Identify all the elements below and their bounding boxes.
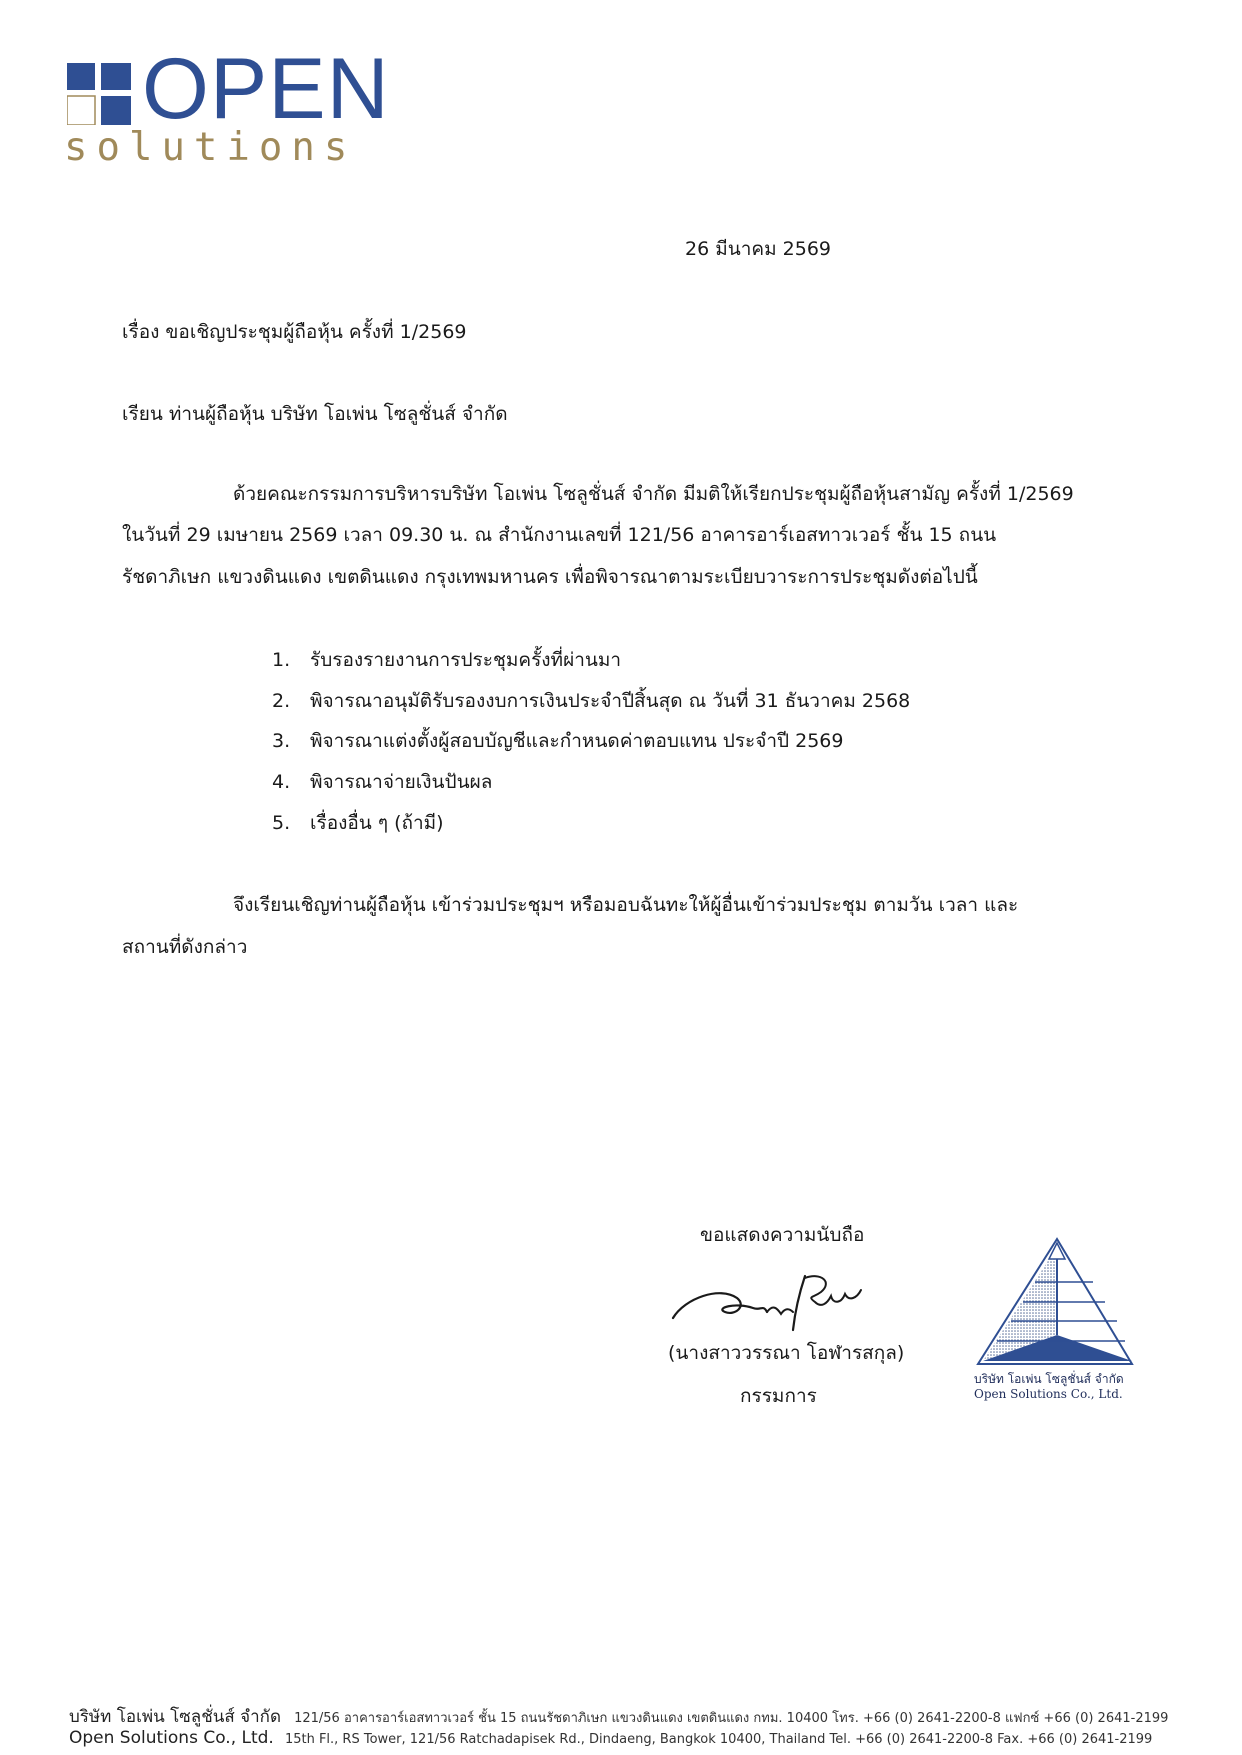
seal-label-thai: บริษัท โอเพ่น โซลูชั่นส์ จำกัด xyxy=(974,1372,1124,1386)
closing-line-2: สถานที่ดังกล่าว xyxy=(122,936,248,958)
logo-wordmark: OPEN xyxy=(142,41,390,137)
footer-thai xyxy=(69,1703,1168,1730)
agenda-text: พิจารณาอนุมัติรับรองงบการเงินประจำปีสิ้นสุด ณ วันที่ 31 ธันวาคม 2568 xyxy=(310,690,911,712)
footer-company-english: Open Solutions Co., Ltd. xyxy=(69,1728,274,1748)
agenda-number: 2. xyxy=(272,690,291,712)
seal-label-english: Open Solutions Co., Ltd. xyxy=(974,1387,1123,1401)
agenda-text: พิจารณาจ่ายเงินปันผล xyxy=(310,771,493,793)
body-line-3: รัชดาภิเษก แขวงดินแดง เขตดินแดง กรุงเทพมหานคร เพื่อพิจารณาตามระเบียบวาระการประชุมดังต่อไปนี้ xyxy=(122,566,978,588)
agenda-text: พิจารณาแต่งตั้งผู้สอบบัญชีและกำหนดค่าตอบแทน ประจำปี 2569 xyxy=(310,730,844,752)
signatory-name: (นางสาววรรณา โอฬารสกุล) xyxy=(668,1342,905,1364)
footer-company-thai: บริษัท โอเพ่น โซลูชั่นส์ จำกัด xyxy=(69,1707,281,1727)
body-line-1: ด้วยคณะกรรมการบริหารบริษัท โอเพ่น โซลูชั่นส์ จำกัด มีมติให้เรียกประชุมผู้ถือหุ้นสามัญ ครั้งที่ 1/2569 xyxy=(233,483,1074,505)
company-seal-icon xyxy=(975,1237,1135,1369)
letter-subject: เรื่อง ขอเชิญประชุมผู้ถือหุ้น ครั้งที่ 1/2569 xyxy=(122,321,467,343)
agenda-text: เรื่องอื่น ๆ (ถ้ามี) xyxy=(310,812,444,834)
agenda-number: 5. xyxy=(272,812,291,834)
footer-english xyxy=(69,1728,1152,1748)
logo-subtitle: solutions xyxy=(64,125,357,170)
handwritten-signature xyxy=(665,1268,885,1338)
letter-recipient: เรียน ท่านผู้ถือหุ้น บริษัท โอเพ่น โซลูชั่นส์ จำกัด xyxy=(122,403,508,425)
logo-squares-icon xyxy=(67,63,131,125)
agenda-text: รับรองรายงานการประชุมครั้งที่ผ่านมา xyxy=(310,649,622,671)
agenda-number: 1. xyxy=(272,649,291,671)
agenda-number: 4. xyxy=(272,771,291,793)
regards-text: ขอแสดงความนับถือ xyxy=(700,1224,865,1246)
footer-address-thai: 121/56 อาคารอาร์เอสทาวเวอร์ ชั้น 15 ถนนรัชดาภิเษก แขวงดินแดง เขตดินแดง กทม. 10400 โทร. +66 (0) 2641-2200-8 แฟกซ์ +66 (0) 2641-2199 xyxy=(294,1711,1169,1726)
signatory-title: กรรมการ xyxy=(740,1385,817,1407)
body-line-2: ในวันที่ 29 เมษายน 2569 เวลา 09.30 น. ณ สำนักงานเลขที่ 121/56 อาคารอาร์เอสทาวเวอร์ ชั้น 15 ถนน xyxy=(122,524,997,546)
letter-date: 26 มีนาคม 2569 xyxy=(685,238,832,260)
agenda-number: 3. xyxy=(272,730,291,752)
closing-line-1: จึงเรียนเชิญท่านผู้ถือหุ้น เข้าร่วมประชุมฯ หรือมอบฉันทะให้ผู้อื่นเข้าร่วมประชุม ตามวัน เวลา และ xyxy=(233,894,1019,916)
footer-address-english: 15th Fl., RS Tower, 121/56 Ratchadapisek Rd., Dindaeng, Bangkok 10400, Thailand Tel. +66 (0) 2641-2200-8 Fax. +66 (0) 2641-2199 xyxy=(284,1732,1153,1747)
